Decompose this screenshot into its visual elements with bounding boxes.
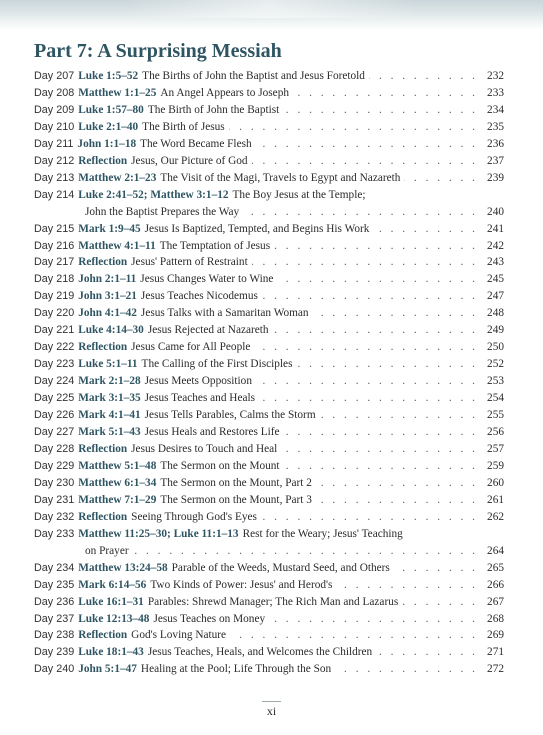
leader-dots xyxy=(316,475,478,492)
leader-dots xyxy=(133,543,478,560)
entry-reference: Reflection xyxy=(78,154,128,167)
leader-dots xyxy=(230,627,478,644)
entry-title: Jesus Teaches Nicodemus xyxy=(140,290,258,303)
entry-title: An Angel Appears to Joseph xyxy=(160,86,289,99)
toc-entry[interactable] xyxy=(34,187,504,221)
entry-title: The Birth of John the Baptist xyxy=(147,103,280,116)
entry-page: 262 xyxy=(487,510,504,523)
entry-page: 250 xyxy=(487,341,504,354)
leader-dots xyxy=(252,254,478,271)
leader-dots xyxy=(376,644,478,661)
entry-title: Jesus Teaches on Money xyxy=(153,612,266,625)
entry-day: Day 226 xyxy=(34,409,75,422)
entry-reference: John 5:1–47 xyxy=(78,663,137,676)
entry-reference: John 4:1–42 xyxy=(78,307,137,320)
entry-day: Day 232 xyxy=(34,510,75,523)
toc-section xyxy=(34,38,504,678)
entry-page: 272 xyxy=(487,663,504,676)
toc-entry[interactable] xyxy=(34,153,504,170)
entry-title: Jesus' Pattern of Restraint xyxy=(131,256,248,269)
toc-entry[interactable] xyxy=(34,509,504,526)
toc-entry[interactable] xyxy=(34,373,504,390)
toc-entry[interactable] xyxy=(34,594,504,611)
leader-dots xyxy=(283,102,478,119)
entry-reference: Luke 4:14–30 xyxy=(78,324,144,337)
entry-reference: Matthew 6:1–34 xyxy=(78,476,157,489)
entry-day: Day 220 xyxy=(34,307,75,320)
entry-reference: Mark 5:1–43 xyxy=(78,426,141,439)
toc-entry[interactable] xyxy=(34,271,504,288)
entry-title: God's Loving Nature xyxy=(131,629,227,642)
entry-page: 255 xyxy=(487,409,504,422)
toc-entry[interactable] xyxy=(34,356,504,373)
entry-title: Healing at the Pool; Life Through the Son xyxy=(140,663,332,676)
toc-entry[interactable] xyxy=(34,238,504,255)
leader-dots xyxy=(336,577,478,594)
entry-title: Jesus Desires to Touch and Heal xyxy=(131,442,278,455)
entry-day: Day 239 xyxy=(34,646,75,659)
toc-entry[interactable] xyxy=(34,390,504,407)
entry-day: Day 212 xyxy=(34,154,75,167)
entry-day: Day 208 xyxy=(34,86,75,99)
entry-page: 243 xyxy=(487,256,504,269)
entry-day: Day 209 xyxy=(34,103,75,116)
entry-page: 271 xyxy=(487,646,504,659)
entry-title: Jesus Teaches and Heals xyxy=(144,392,256,405)
leader-dots xyxy=(320,407,478,424)
leader-dots xyxy=(402,594,478,611)
entry-page: 256 xyxy=(487,426,504,439)
toc-entry[interactable] xyxy=(34,560,504,577)
entry-title: Parable of the Weeds, Mustard Seed, and Others xyxy=(171,561,390,574)
entry-page: 259 xyxy=(487,459,504,472)
entry-page: 264 xyxy=(487,544,504,557)
entry-reference: Reflection xyxy=(78,256,128,269)
entry-day: Day 218 xyxy=(34,273,75,286)
entry-reference: Luke 2:1–40 xyxy=(78,120,139,133)
entry-day: Day 224 xyxy=(34,375,75,388)
entry-day: Day 215 xyxy=(34,222,75,235)
entry-day: Day 233 xyxy=(34,527,75,540)
toc-entry[interactable] xyxy=(34,644,504,661)
entry-reference: Matthew 7:1–29 xyxy=(78,493,157,506)
entry-title: Jesus Is Baptized, Tempted, and Begins His Work xyxy=(144,222,370,235)
entry-day: Day 217 xyxy=(34,256,75,269)
toc-entry[interactable] xyxy=(34,526,504,560)
entry-page: 236 xyxy=(487,137,504,150)
toc-entry[interactable] xyxy=(34,170,504,187)
leader-dots xyxy=(254,339,478,356)
entry-reference: Matthew 1:1–25 xyxy=(78,86,157,99)
entry-title-continued: on Prayer xyxy=(85,544,129,557)
entry-reference: Matthew 4:1–11 xyxy=(78,239,156,252)
entry-reference: Luke 1:5–52 xyxy=(78,70,139,82)
entry-title: The Sermon on the Mount xyxy=(160,459,280,472)
entry-reference: John 2:1–11 xyxy=(78,273,137,286)
entry-page: 232 xyxy=(487,70,504,82)
leader-dots xyxy=(296,356,478,373)
entry-page: 237 xyxy=(487,154,504,167)
entry-day: Day 216 xyxy=(34,239,75,252)
entry-title: Jesus Heals and Restores Life xyxy=(144,426,280,439)
entry-day: Day 236 xyxy=(34,595,75,608)
entry-page: 265 xyxy=(487,561,504,574)
entry-title: Seeing Through God's Eyes xyxy=(131,510,257,523)
toc-entry[interactable] xyxy=(34,254,504,271)
entry-page: 247 xyxy=(487,290,504,303)
entry-title: Two Kinds of Power: Jesus' and Herod's xyxy=(150,578,333,591)
entry-page: 239 xyxy=(487,171,504,184)
entry-title: The Boy Jesus at the Temple; xyxy=(232,188,366,201)
entry-day: Day 214 xyxy=(34,188,75,201)
entry-title: The Birth of Jesus xyxy=(142,120,225,133)
entry-page: 233 xyxy=(487,86,504,99)
entry-page: 245 xyxy=(487,273,504,286)
entry-reference: Luke 1:57–80 xyxy=(78,103,144,116)
toc-entry[interactable] xyxy=(34,322,504,339)
entry-title: The Births of John the Baptist and Jesus Foretold xyxy=(142,70,365,82)
entry-page: 269 xyxy=(487,629,504,642)
part-title: Part 7: A Surprising Messiah xyxy=(34,40,282,62)
toc-entry[interactable] xyxy=(34,492,504,509)
entry-reference: Reflection xyxy=(78,629,128,642)
entry-reference: Mark 1:9–45 xyxy=(78,222,141,235)
entry-title: Jesus Meets Opposition xyxy=(144,375,252,388)
entry-day: Day 234 xyxy=(34,561,75,574)
leader-dots xyxy=(256,136,478,153)
entry-day: Day 207 xyxy=(34,70,75,82)
entry-reference: Luke 16:1–31 xyxy=(78,595,144,608)
entry-page: 234 xyxy=(487,103,504,116)
toc-entry[interactable] xyxy=(34,424,504,441)
entry-reference: Reflection xyxy=(78,442,128,455)
entry-reference: Luke 18:1–43 xyxy=(78,646,144,659)
toc-entry[interactable] xyxy=(34,288,504,305)
toc-entry[interactable] xyxy=(34,577,504,594)
leader-dots xyxy=(229,119,478,136)
entry-reference: Mark 6:14–56 xyxy=(78,578,147,591)
entry-title: The Temptation of Jesus xyxy=(159,239,271,252)
entry-title: Parables: Shrewd Manager; The Rich Man and Lazarus xyxy=(147,595,399,608)
leader-dots xyxy=(404,170,478,187)
toc-entry[interactable] xyxy=(34,458,504,475)
leader-dots xyxy=(259,390,478,407)
entry-title: Jesus Teaches, Heals, and Welcomes the Children xyxy=(147,646,373,659)
entry-reference: Luke 12:13–48 xyxy=(78,612,150,625)
leader-dots xyxy=(284,458,478,475)
toc-entry[interactable] xyxy=(34,119,504,136)
entry-day: Day 210 xyxy=(34,120,75,133)
entry-page: 249 xyxy=(487,324,504,337)
toc-entry[interactable] xyxy=(34,627,504,644)
entry-day: Day 211 xyxy=(34,137,74,150)
page-number: xi xyxy=(266,704,277,718)
entry-day: Day 225 xyxy=(34,392,75,405)
leader-dots xyxy=(313,305,478,322)
entry-title: Jesus, Our Picture of God xyxy=(131,154,248,167)
entry-day: Day 222 xyxy=(34,341,75,354)
entry-day: Day 223 xyxy=(34,358,75,371)
entry-reference: Mark 2:1–28 xyxy=(78,375,141,388)
entry-reference: Matthew 11:25–30; Luke 11:1–13 xyxy=(78,527,239,540)
leader-dots xyxy=(284,424,478,441)
entry-day: Day 227 xyxy=(34,426,75,439)
entry-reference: Matthew 13:24–58 xyxy=(78,561,168,574)
entry-page: 248 xyxy=(487,307,504,320)
entry-title: The Visit of the Magi, Travels to Egypt and Nazareth xyxy=(160,171,401,184)
entry-page: 240 xyxy=(487,205,504,218)
leader-dots xyxy=(394,560,478,577)
folio-rule xyxy=(262,701,281,702)
leader-dots xyxy=(261,509,478,526)
entry-reference: Reflection xyxy=(78,510,128,523)
entry-day: Day 231 xyxy=(34,493,75,506)
leader-dots xyxy=(262,288,478,305)
entry-title: The Calling of the First Disciples xyxy=(141,358,293,371)
entry-day: Day 228 xyxy=(34,442,75,455)
entry-reference: Matthew 5:1–48 xyxy=(78,459,157,472)
entry-page: 254 xyxy=(487,392,504,405)
leader-dots xyxy=(335,661,478,678)
leader-dots xyxy=(274,238,478,255)
toc-entry[interactable] xyxy=(34,475,504,492)
leader-dots xyxy=(252,153,478,170)
entry-title-continued: John the Baptist Prepares the Way xyxy=(85,205,240,218)
toc-entry[interactable] xyxy=(34,611,504,628)
leader-dots xyxy=(369,68,478,85)
toc-entry[interactable] xyxy=(34,339,504,356)
entry-reference: Luke 5:1–11 xyxy=(78,358,138,371)
entry-reference: John 1:1–18 xyxy=(77,137,137,150)
entry-page: 257 xyxy=(487,442,504,455)
leader-dots xyxy=(269,611,478,628)
entry-day: Day 235 xyxy=(34,578,75,591)
toc-entry[interactable] xyxy=(34,85,504,102)
entry-day: Day 238 xyxy=(34,629,75,642)
entry-page: 266 xyxy=(487,578,504,591)
entry-day: Day 229 xyxy=(34,459,75,472)
entry-title: Jesus Came for All People xyxy=(131,341,251,354)
entry-page: 252 xyxy=(487,358,504,371)
toc-entry[interactable] xyxy=(34,68,504,85)
entry-day: Day 237 xyxy=(34,612,75,625)
entry-page: 267 xyxy=(487,595,504,608)
entry-day: Day 219 xyxy=(34,290,75,303)
leader-dots xyxy=(373,221,478,238)
toc-entry[interactable] xyxy=(34,305,504,322)
entry-title: Jesus Rejected at Nazareth xyxy=(147,324,269,337)
entry-title: Jesus Tells Parables, Calms the Storm xyxy=(144,409,316,422)
entry-title: The Sermon on the Mount, Part 2 xyxy=(160,476,312,489)
entry-day: Day 230 xyxy=(34,476,75,489)
entry-reference: Matthew 2:1–23 xyxy=(78,171,157,184)
top-photo-band xyxy=(0,0,543,30)
toc-entry[interactable] xyxy=(34,221,504,238)
entry-day: Day 221 xyxy=(34,324,75,337)
entry-page: 260 xyxy=(487,476,504,489)
entry-page: 242 xyxy=(487,239,504,252)
entry-title: The Sermon on the Mount, Part 3 xyxy=(160,493,312,506)
entry-title: Jesus Talks with a Samaritan Woman xyxy=(140,307,309,320)
entry-reference: Mark 4:1–41 xyxy=(78,409,141,422)
toc-entry[interactable] xyxy=(34,102,504,119)
entry-page: 268 xyxy=(487,612,504,625)
leader-dots xyxy=(256,373,478,390)
entry-day: Day 240 xyxy=(34,663,75,676)
entry-page: 261 xyxy=(487,493,504,506)
entry-reference: John 3:1–21 xyxy=(78,290,137,303)
leader-dots xyxy=(316,492,478,509)
toc-entry[interactable] xyxy=(34,661,504,678)
entry-page: 253 xyxy=(487,375,504,388)
leader-dots xyxy=(293,85,478,102)
leader-dots xyxy=(273,322,478,339)
entry-page: 235 xyxy=(487,120,504,133)
toc-list xyxy=(34,68,504,678)
leader-dots xyxy=(277,271,478,288)
toc-entry[interactable] xyxy=(34,407,504,424)
entry-title: Rest for the Weary; Jesus' Teaching xyxy=(242,527,403,540)
toc-entry[interactable] xyxy=(34,136,504,153)
toc-entry[interactable] xyxy=(34,441,504,458)
entry-reference: Luke 2:41–52; Matthew 3:1–12 xyxy=(78,188,229,201)
entry-day: Day 213 xyxy=(34,171,75,184)
entry-title: Jesus Changes Water to Wine xyxy=(140,273,274,286)
entry-page: 241 xyxy=(487,222,504,235)
entry-reference: Mark 3:1–35 xyxy=(78,392,141,405)
entry-title: The Word Became Flesh xyxy=(140,137,252,150)
leader-dots xyxy=(243,204,478,221)
entry-reference: Reflection xyxy=(78,341,128,354)
leader-dots xyxy=(281,441,478,458)
